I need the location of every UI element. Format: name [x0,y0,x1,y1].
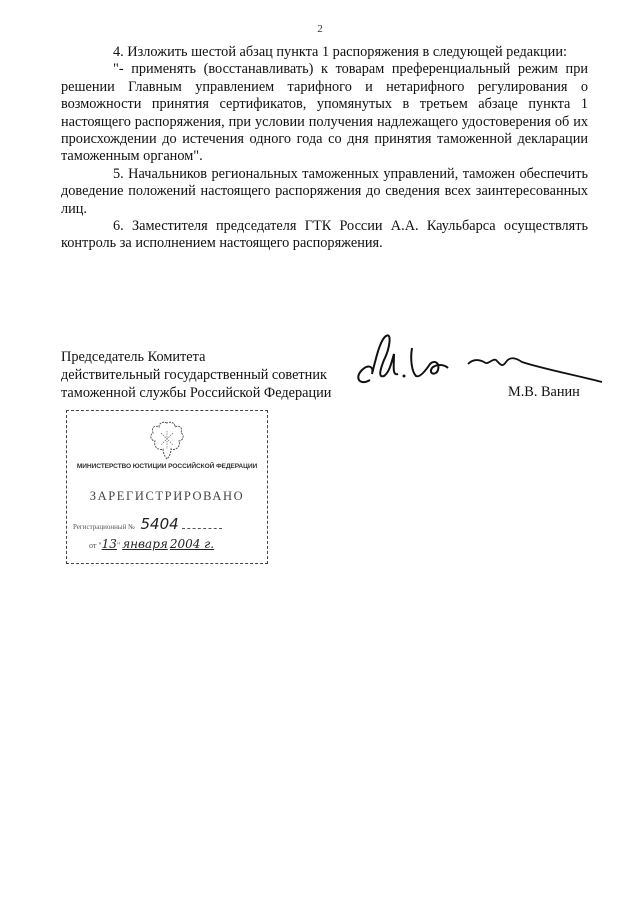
signatory-title-line1: Председатель Комитета [61,349,206,365]
stamp-reg-number: 5404 [140,515,179,533]
stamp-status: ЗАРЕГИСТРИРОВАНО [89,489,245,503]
page-number: 2 [317,23,323,35]
stamp-date-year: 2004 г. [169,537,215,551]
coat-of-arms-icon [145,419,189,461]
stamp-date-row [89,537,267,551]
registration-stamp [66,410,268,564]
signatory-name: М.В. Ванин [508,384,580,400]
stamp-date-month: января [122,537,168,551]
signatory-title-line2: действительный государственный советник [61,367,327,383]
stamp-reg-label: Регистрационный № [73,523,135,531]
stamp-date-prefix: от " [89,541,102,550]
paragraph-6: 6. Заместителя председателя ГТК России А.А. Каульбарса осуществлять контроль за исполнением настоящего распоряжения. [61,218,588,252]
signatory-title [61,348,331,402]
stamp-ministry: МИНИСТЕРСТВО ЮСТИЦИИ РОССИЙСКОЙ ФЕДЕРАЦИИ [76,463,258,470]
paragraph-4-quote: "- применять (восстанавливать) к товарам преференциальный режим при решении Главным управлением тарифного и нетарифного регулирования о возможности принятия сертификатов, упомянутых в третьем абзаце пункта 1 настоящего распоряжения, при условии получения надлежащего удостоверения об их происхождении до истечения одного года со дня принятия таможенной декларации таможенным органом". [61,61,588,165]
signatory-title-line3: таможенной службы Российской Федерации [61,385,332,401]
stamp-registration-row [73,515,263,533]
stamp-date-day: 13 [101,537,117,551]
document-body [61,44,588,253]
handwritten-signature [350,330,605,390]
stamp-reg-underline [182,528,222,529]
paragraph-5: 5. Начальников региональных таможенных управлений, таможен обеспечить доведение положений настоящего распоряжения до сведения всех заинтересованных лиц. [61,165,588,217]
paragraph-4: 4. Изложить шестой абзац пункта 1 распоряжения в следующей редакции: [113,44,567,60]
stamp-date-mid: " [116,541,121,550]
